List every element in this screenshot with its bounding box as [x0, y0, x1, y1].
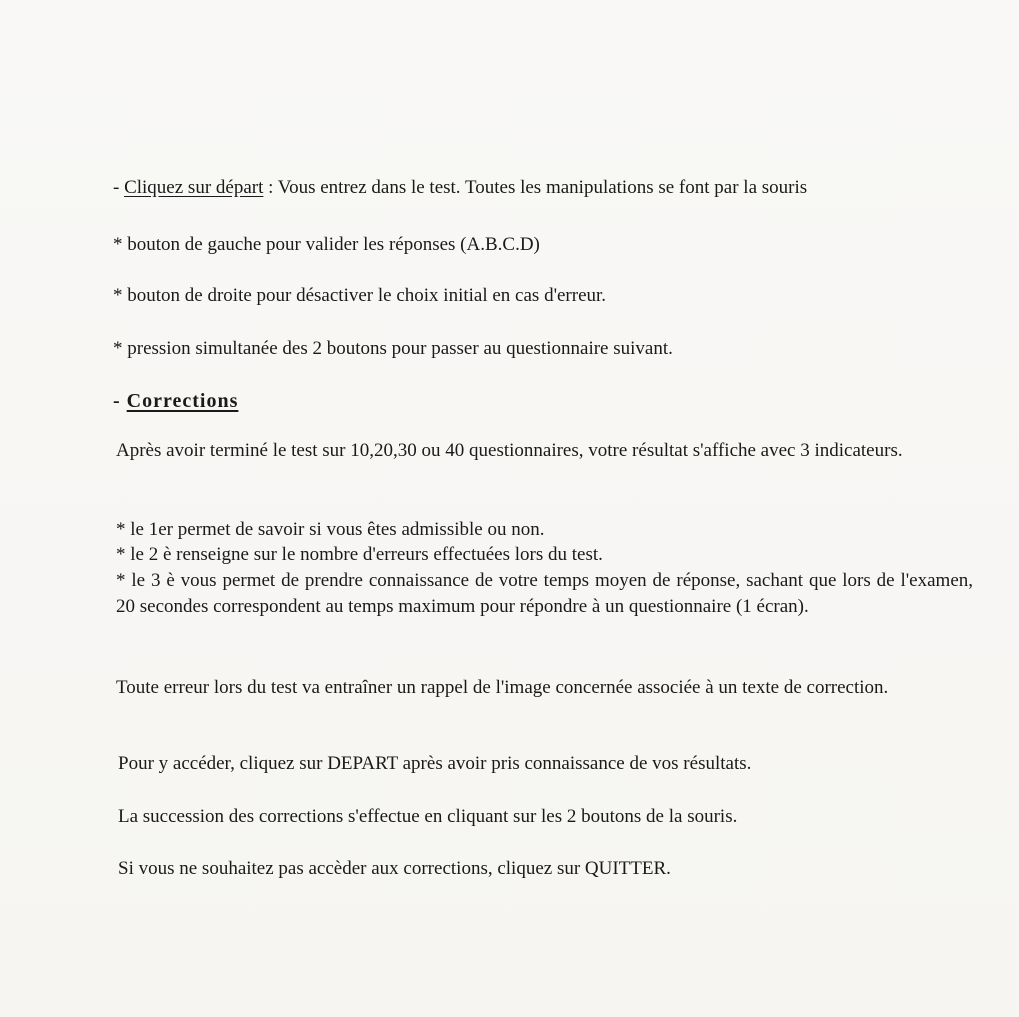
bullet-right-button: * bouton de droite pour désactiver le choix initial en cas d'erreur. [113, 285, 607, 306]
indicator-2: * le 2 è renseigne sur le nombre d'erreurs effectuées lors du test. [116, 544, 603, 565]
bullet-both-buttons: * pression simultanée des 2 boutons pour passer au questionnaire suivant. [113, 338, 673, 359]
succession-paragraph: La succession des corrections s'effectue en cliquant sur les 2 boutons de la souris. [118, 806, 738, 827]
quit-paragraph: Si vous ne souhaitez pas accèder aux corrections, cliquez sur QUITTER. [118, 858, 671, 879]
corrections-dash: - [113, 390, 127, 412]
corrections-heading-line [113, 390, 238, 413]
intro-line [113, 177, 807, 199]
indicator-1: * le 1er permet de savoir si vous êtes admissible ou non. [116, 519, 545, 540]
bullet-left-button: * bouton de gauche pour valider les réponses (A.B.C.D) [113, 234, 540, 255]
access-paragraph: Pour y accéder, cliquez sur DEPART après avoir pris connaissance de vos résultats. [118, 753, 752, 774]
results-paragraph: Après avoir terminé le test sur 10,20,30 ou 40 questionnaires, votre résultat s'affiche avec 3 indicateurs. [116, 440, 903, 461]
indicator-3: * le 3 è vous permet de prendre connaissance de votre temps moyen de réponse, sachant que lors de l'examen, 20 secondes correspondent au temps maximum pour répondre à un questionnaire (1 écran). [116, 570, 973, 617]
intro-dash: - [113, 177, 125, 198]
start-instruction: Cliquez sur départ [124, 177, 264, 198]
intro-text: : Vous entrez dans le test. Toutes les manipulations se font par la souris [263, 177, 808, 198]
corrections-heading: Corrections [126, 390, 239, 412]
error-paragraph: Toute erreur lors du test va entraîner un rappel de l'image concernée associée à un texte de correction. [116, 677, 889, 698]
